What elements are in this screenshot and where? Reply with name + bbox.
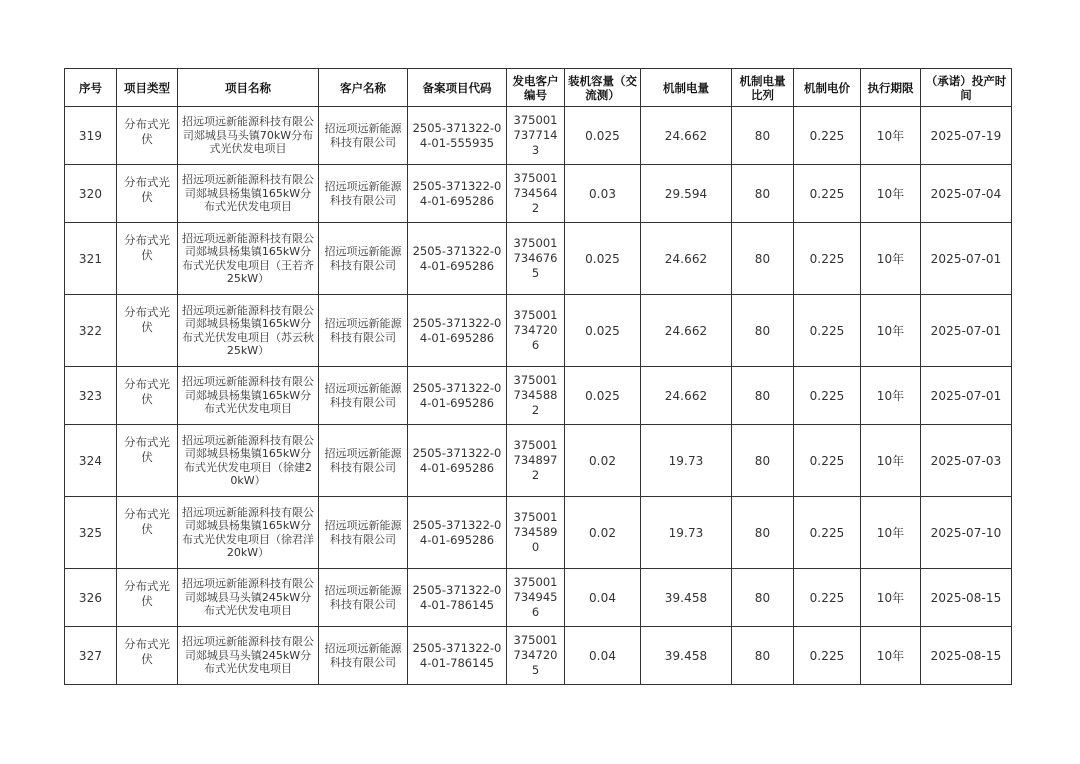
header-customer-name: 客户名称 [319,69,408,107]
cell-mechanism-price: 0.225 [794,223,861,295]
cell-commission-date: 2025-07-10 [921,497,1012,569]
cell-customer-number: 3750017347205 [507,627,565,685]
cell-index: 324 [65,425,117,497]
cell-mechanism-price: 0.225 [794,425,861,497]
cell-customer-name: 招远项远新能源科技有限公司 [319,295,408,367]
header-customer-number: 发电客户编号 [507,69,565,107]
cell-customer-number: 3750017348972 [507,425,565,497]
header-capacity: 装机容量（交流测） [565,69,641,107]
cell-customer-number: 3750017345882 [507,367,565,425]
cell-customer-name: 招远项远新能源科技有限公司 [319,107,408,165]
cell-project-type: 分布式光伏 [117,367,178,425]
cell-customer-number: 3750017347206 [507,295,565,367]
cell-customer-name: 招远项远新能源科技有限公司 [319,627,408,685]
header-commission-date: （承诺）投产时间 [921,69,1012,107]
cell-term: 10年 [861,165,921,223]
cell-mechanism-energy: 24.662 [641,223,732,295]
cell-project-name: 招远项远新能源科技有限公司郯城县杨集镇165kW分布式光伏发电项目（徐建20kW） [178,425,319,497]
cell-energy-ratio: 80 [732,295,794,367]
cell-customer-name: 招远项远新能源科技有限公司 [319,367,408,425]
cell-project-name: 招远项远新能源科技有限公司郯城县杨集镇165kW分布式光伏发电项目（苏云秋25kW） [178,295,319,367]
cell-commission-date: 2025-07-01 [921,367,1012,425]
cell-project-name: 招远项远新能源科技有限公司郯城县杨集镇165kW分布式光伏发电项目（王若齐25kW） [178,223,319,295]
cell-term: 10年 [861,367,921,425]
header-energy-ratio: 机制电量比列 [732,69,794,107]
project-table [64,68,1012,685]
cell-mechanism-energy: 29.594 [641,165,732,223]
cell-customer-name: 招远项远新能源科技有限公司 [319,425,408,497]
cell-project-type: 分布式光伏 [117,107,178,165]
cell-filing-code: 2505-371322-04-01-695286 [408,295,507,367]
cell-index: 325 [65,497,117,569]
cell-mechanism-price: 0.225 [794,497,861,569]
cell-filing-code: 2505-371322-04-01-555935 [408,107,507,165]
header-project-name: 项目名称 [178,69,319,107]
cell-project-type: 分布式光伏 [117,425,178,497]
cell-index: 327 [65,627,117,685]
cell-mechanism-price: 0.225 [794,165,861,223]
cell-project-type: 分布式光伏 [117,295,178,367]
cell-project-type: 分布式光伏 [117,165,178,223]
header-filing-code: 备案项目代码 [408,69,507,107]
cell-mechanism-energy: 19.73 [641,497,732,569]
cell-commission-date: 2025-07-04 [921,165,1012,223]
cell-capacity: 0.03 [565,165,641,223]
cell-filing-code: 2505-371322-04-01-695286 [408,165,507,223]
header-mechanism-price: 机制电价 [794,69,861,107]
cell-term: 10年 [861,223,921,295]
cell-filing-code: 2505-371322-04-01-695286 [408,223,507,295]
cell-mechanism-energy: 39.458 [641,569,732,627]
cell-mechanism-energy: 24.662 [641,367,732,425]
cell-customer-number: 3750017349456 [507,569,565,627]
cell-energy-ratio: 80 [732,107,794,165]
cell-mechanism-price: 0.225 [794,295,861,367]
cell-term: 10年 [861,569,921,627]
cell-capacity: 0.04 [565,627,641,685]
cell-customer-number: 3750017346765 [507,223,565,295]
table-row [65,223,1012,295]
table-row [65,425,1012,497]
table-body [65,107,1012,685]
table-row [65,497,1012,569]
cell-customer-name: 招远项远新能源科技有限公司 [319,569,408,627]
cell-project-name: 招远项远新能源科技有限公司郯城县马头镇70kW分布式光伏发电项目 [178,107,319,165]
cell-project-name: 招远项远新能源科技有限公司郯城县杨集镇165kW分布式光伏发电项目 [178,165,319,223]
cell-term: 10年 [861,627,921,685]
cell-project-name: 招远项远新能源科技有限公司郯城县杨集镇165kW分布式光伏发电项目（徐君洋20kW） [178,497,319,569]
cell-energy-ratio: 80 [732,165,794,223]
cell-project-type: 分布式光伏 [117,223,178,295]
table-row [65,107,1012,165]
header-row [65,69,1012,107]
cell-term: 10年 [861,295,921,367]
cell-index: 323 [65,367,117,425]
table-row [65,367,1012,425]
cell-energy-ratio: 80 [732,497,794,569]
header-project-type: 项目类型 [117,69,178,107]
cell-project-name: 招远项远新能源科技有限公司郯城县杨集镇165kW分布式光伏发电项目 [178,367,319,425]
cell-energy-ratio: 80 [732,367,794,425]
cell-filing-code: 2505-371322-04-01-695286 [408,367,507,425]
table-row [65,165,1012,223]
cell-commission-date: 2025-07-19 [921,107,1012,165]
cell-capacity: 0.025 [565,107,641,165]
cell-project-name: 招远项远新能源科技有限公司郯城县马头镇245kW分布式光伏发电项目 [178,569,319,627]
cell-index: 320 [65,165,117,223]
cell-filing-code: 2505-371322-04-01-786145 [408,569,507,627]
cell-filing-code: 2505-371322-04-01-695286 [408,425,507,497]
cell-project-type: 分布式光伏 [117,627,178,685]
cell-filing-code: 2505-371322-04-01-786145 [408,627,507,685]
cell-mechanism-energy: 24.662 [641,295,732,367]
cell-energy-ratio: 80 [732,223,794,295]
cell-mechanism-price: 0.225 [794,627,861,685]
cell-customer-name: 招远项远新能源科技有限公司 [319,165,408,223]
cell-capacity: 0.04 [565,569,641,627]
cell-project-name: 招远项远新能源科技有限公司郯城县马头镇245kW分布式光伏发电项目 [178,627,319,685]
table-row [65,569,1012,627]
cell-mechanism-price: 0.225 [794,107,861,165]
cell-energy-ratio: 80 [732,425,794,497]
table-row [65,627,1012,685]
header-mechanism-energy: 机制电量 [641,69,732,107]
cell-term: 10年 [861,107,921,165]
cell-mechanism-price: 0.225 [794,367,861,425]
cell-index: 321 [65,223,117,295]
cell-energy-ratio: 80 [732,627,794,685]
cell-index: 326 [65,569,117,627]
cell-customer-name: 招远项远新能源科技有限公司 [319,497,408,569]
cell-commission-date: 2025-08-15 [921,627,1012,685]
cell-term: 10年 [861,497,921,569]
header-term: 执行期限 [861,69,921,107]
cell-mechanism-energy: 19.73 [641,425,732,497]
table-row [65,295,1012,367]
cell-commission-date: 2025-07-03 [921,425,1012,497]
cell-commission-date: 2025-07-01 [921,223,1012,295]
cell-mechanism-price: 0.225 [794,569,861,627]
cell-customer-number: 3750017345890 [507,497,565,569]
cell-mechanism-energy: 39.458 [641,627,732,685]
cell-customer-number: 3750017345642 [507,165,565,223]
cell-index: 319 [65,107,117,165]
cell-customer-name: 招远项远新能源科技有限公司 [319,223,408,295]
cell-energy-ratio: 80 [732,569,794,627]
cell-project-type: 分布式光伏 [117,569,178,627]
cell-customer-number: 3750017377143 [507,107,565,165]
cell-index: 322 [65,295,117,367]
cell-filing-code: 2505-371322-04-01-695286 [408,497,507,569]
cell-term: 10年 [861,425,921,497]
cell-capacity: 0.025 [565,223,641,295]
cell-project-type: 分布式光伏 [117,497,178,569]
cell-commission-date: 2025-07-01 [921,295,1012,367]
cell-capacity: 0.025 [565,367,641,425]
cell-capacity: 0.025 [565,295,641,367]
cell-commission-date: 2025-08-15 [921,569,1012,627]
cell-capacity: 0.02 [565,497,641,569]
cell-mechanism-energy: 24.662 [641,107,732,165]
header-index: 序号 [65,69,117,107]
cell-capacity: 0.02 [565,425,641,497]
